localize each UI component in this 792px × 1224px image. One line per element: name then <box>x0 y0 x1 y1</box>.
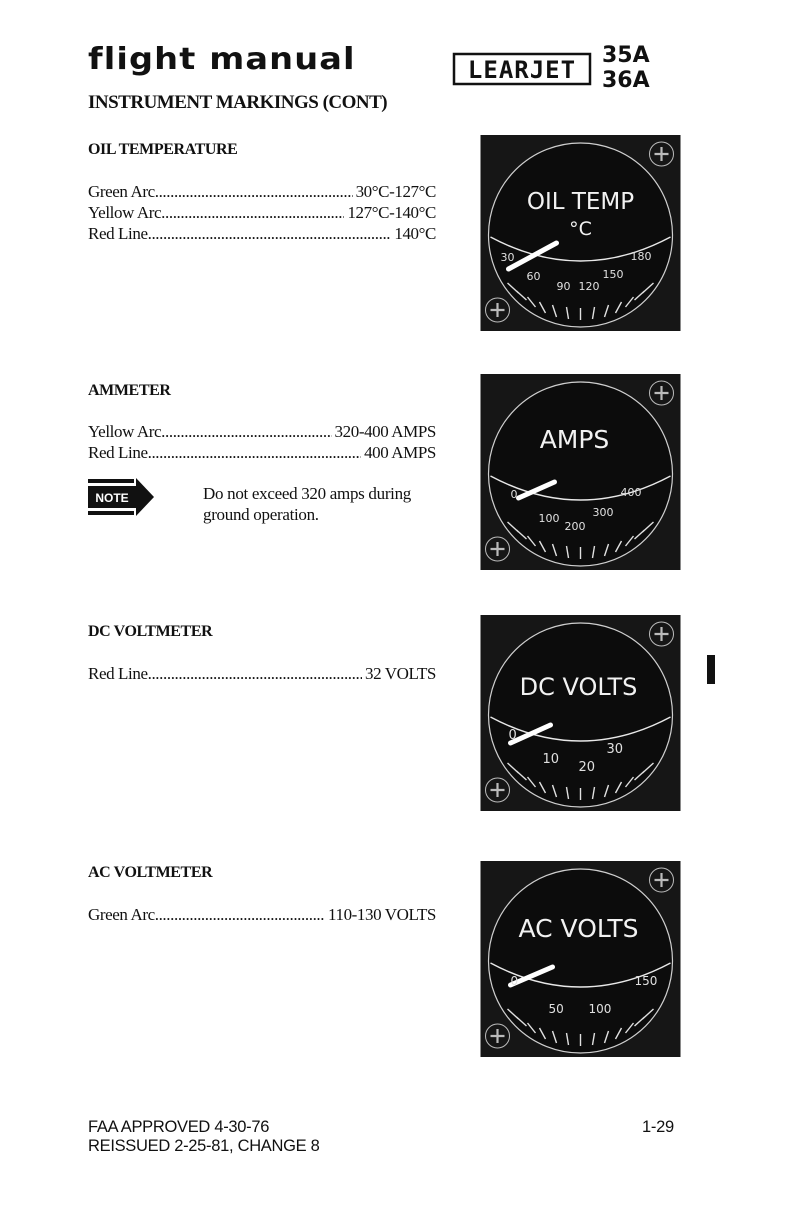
scale-label: 100 <box>588 1002 612 1016</box>
oil-temp-title: OIL TEMPERATURE <box>88 141 238 158</box>
ammeter-title: AMMETER <box>88 382 171 399</box>
scale-label: 10 <box>542 752 560 767</box>
gauge-face-label: AC VOLTS <box>518 914 639 943</box>
leader-dots <box>148 442 361 463</box>
ac-voltmeter-specs <box>88 904 436 925</box>
model-36a: 36A <box>602 68 650 90</box>
manual-title: flight manual <box>88 42 356 77</box>
leader-dots <box>148 223 392 244</box>
change-bar <box>707 655 715 684</box>
learjet-logo <box>452 40 684 90</box>
scale-label: 0 <box>510 974 519 988</box>
spec-label: Yellow Arc <box>88 203 162 222</box>
spec-label: Red Line <box>88 224 148 243</box>
approval-line: FAA APPROVED 4-30-76 <box>88 1118 270 1136</box>
gauge-face-label: AMPS <box>539 425 610 454</box>
scale-label: 100 <box>538 512 560 525</box>
spec-row <box>88 202 436 223</box>
scale-label: 60 <box>526 270 541 283</box>
spec-label: Green Arc <box>88 905 155 924</box>
spec-row <box>88 663 436 684</box>
spec-value: 32 VOLTS <box>365 664 436 683</box>
scale-label: 50 <box>548 1002 564 1016</box>
ac-voltmeter-title: AC VOLTMETER <box>88 864 213 881</box>
spec-row <box>88 181 436 202</box>
spec-value: 127°C-140°C <box>347 203 436 222</box>
scale-label: 150 <box>634 974 658 988</box>
scale-label: 0 <box>508 728 517 743</box>
spec-label: Red Line <box>88 443 148 462</box>
scale-label: 90 <box>556 280 571 293</box>
scale-label: 180 <box>630 250 652 263</box>
spec-label: Green Arc <box>88 182 155 201</box>
spec-value: 320-400 AMPS <box>334 422 436 441</box>
gauge-unit-label: °C <box>569 218 592 240</box>
scale-label: 30 <box>606 742 624 757</box>
spec-value: 30°C-127°C <box>355 182 436 201</box>
spec-row <box>88 904 436 925</box>
leader-dots <box>161 421 331 442</box>
spec-label: Yellow Arc <box>88 422 162 441</box>
spec-row <box>88 223 436 244</box>
page-number: 1-29 <box>642 1118 674 1136</box>
section-title: INSTRUMENT MARKINGS (CONT) <box>88 92 388 113</box>
reissue-line: REISSUED 2-25-81, CHANGE 8 <box>88 1137 320 1155</box>
note-badge: NOTE <box>95 491 129 505</box>
note-arrow-icon <box>88 476 158 518</box>
note-text: Do not exceed 320 amps during ground operation. <box>203 484 412 524</box>
scale-label: 0 <box>510 488 518 501</box>
leader-dots <box>155 904 325 925</box>
scale-label: 400 <box>620 486 642 499</box>
ammeter-gauge <box>480 374 681 570</box>
spec-value: 140°C <box>394 224 436 243</box>
gauge-face-label: DC VOLTS <box>519 673 638 701</box>
oil-temp-gauge <box>480 135 681 331</box>
dc-voltmeter-gauge <box>480 615 681 811</box>
model-35a: 35A <box>602 43 650 68</box>
scale-label: 120 <box>578 280 600 293</box>
scale-label: 30 <box>500 251 515 264</box>
oil-temp-specs <box>88 181 436 244</box>
leader-dots <box>148 663 362 684</box>
gauge-face-label: OIL TEMP <box>526 189 635 215</box>
leader-dots <box>161 202 344 223</box>
spec-value: 400 AMPS <box>364 443 436 462</box>
spec-label: Red Line <box>88 664 148 683</box>
scale-label: 20 <box>578 760 596 775</box>
brand-name: LEARJET <box>467 56 577 84</box>
spec-value: 110-130 VOLTS <box>328 905 436 924</box>
scale-label: 300 <box>592 506 614 519</box>
ac-voltmeter-gauge <box>480 861 681 1057</box>
scale-label: 150 <box>602 268 624 281</box>
dc-voltmeter-specs <box>88 663 436 684</box>
scale-label: 200 <box>564 520 586 533</box>
ammeter-specs <box>88 421 436 463</box>
spec-row <box>88 421 436 442</box>
spec-row <box>88 442 436 463</box>
leader-dots <box>155 181 353 202</box>
dc-voltmeter-title: DC VOLTMETER <box>88 623 213 640</box>
